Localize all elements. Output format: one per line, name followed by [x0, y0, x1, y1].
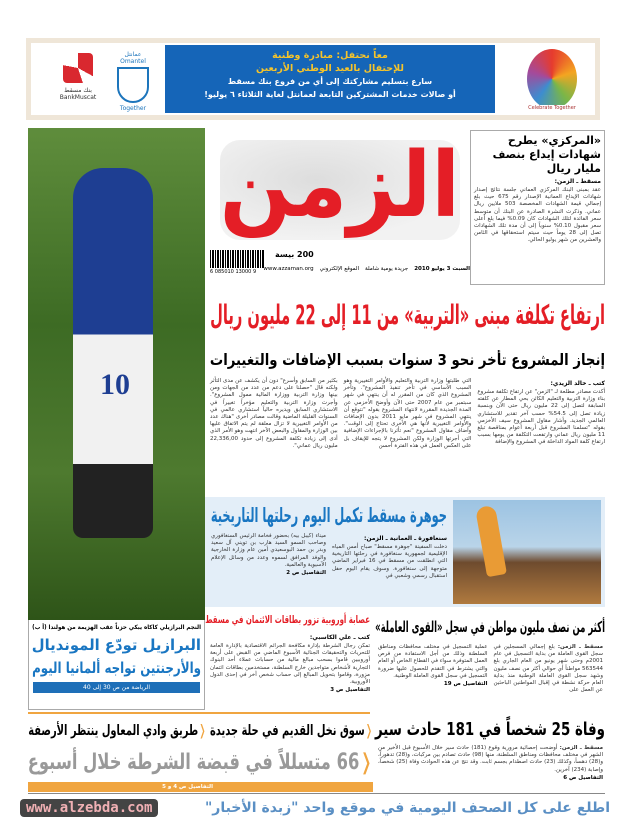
orange-divider [28, 712, 370, 714]
price: 200 بيسة [275, 250, 314, 259]
chevron-icon: ❬ [359, 750, 373, 775]
barcode [210, 250, 265, 268]
headline-wadi-maawil[interactable]: طريق وادي المعاول ينتظر الأرصفة [28, 723, 199, 739]
jersey-number: 10 [100, 368, 130, 401]
article-column: بكثير من السابق وأسرع" دون أن يكشف عن مدى التأثر ولكنه قال "حصلنا على دعم من عدد من الجهات ومن بينها وزارة التربية ووزارة المالية ممول المشروع". وأجرت وزارة التربية والتعليم مؤخراً تغييراً في الاستشاري السابق ويديره حالياً استشاري عالمي في السنوات القليلة الماضية وقالت مصادر أخرى "هناك عدد من الأوامر التغييرية لا تزال معلقة لم يتم الاتفاق عليها بين الوزارة والمقاول والبعض الآخر انتهت وهو الأمر الذي أدى إلى زيادة تكلفة المشروع إلى حدود 22,336,00 مليون ريال عماني". [209, 378, 338, 449]
sports-pages-bar: الرياضة من ص 30 إلى 40 [33, 682, 200, 693]
jewel-headline[interactable]: جوهرة مسقط تكمل اليوم رحلتها التاريخية [210, 503, 447, 527]
article-column: التي طلبتها وزارة التربية والتعليم والأوامر التغييرية وهو السبب الأساسي في تأخر تنفيذ المشروع". وتأخر المشروع الذي كان من المقرر له أن ينتهي في شهر سبتمبر من عام 2007 حتى الآن وأوضح الأخزمي عن المدة الجديدة المقررة لانتهاء المشروع بقوله "نتوقع أن ينتهي المشروع في شهر مايو 2011 بدون الإضافات والأوامر التغييرية لأنها هي الأخرى تحتاج إلى الوقت". وأضاف مقاول المشروع "نعم تأثرنا بالإجراءات الإضافية التي أجرتها الوزارة ولكن المشروع لا يتجه للإيقاف بل على العكس العمل في هذه الفترة أحسن [343, 378, 472, 449]
labor-article [378, 644, 603, 694]
details-ref: التفاصيل ص 6 [563, 774, 603, 781]
headline-nakhal-souq[interactable]: سوق نخل القديم في حلة جديدة [209, 723, 365, 739]
omantel-tag: Together [119, 105, 147, 112]
sports-headline-2[interactable]: والأرجنتين تواجه ألمانيا اليوم [32, 659, 201, 677]
chevron-icon: ❬ [198, 723, 207, 739]
details-bar: التفاصيل ص 4 و 5 [28, 782, 373, 792]
tagline: جريدة يومية شاملة [365, 266, 409, 272]
site-label: الموقع الإلكتروني [319, 266, 360, 272]
ad-line-3: سارع بتسليم مشاركتك إلى أي من فروع بنك مسقط [227, 77, 433, 86]
dateline [263, 266, 470, 273]
byline: كتب ـ خالد الزيدي: [550, 380, 605, 387]
lead-headline[interactable]: ارتفاع تكلفة مبنى «التربية» من 11 إلى 22 مليون ريال [210, 300, 605, 331]
footer-divider [28, 793, 605, 794]
sports-story[interactable] [28, 620, 205, 710]
article-body: أوضحت إحصائية مرورية وقوع (181) حادث سير خلال الأسبوع قبل الأخير من الشهر في مختلف محافظات ومناطق السلطنة، منها (98) حادث تصادم بين مركبات، و(28) تدهوراً، و(28) دهساً، وكذلك (23) حادث اصطدام بجسم ثابت. وقد نتج عن هذه الحوادث وفاة (25) شخصاً، وإصابة (234) آخرين. [378, 745, 603, 773]
omantel-logo [111, 51, 155, 112]
ad-message [165, 45, 495, 113]
lead-article [210, 378, 605, 494]
article-column: ميناء (كيبل بيه) بحضور فخامة الرئيس السنغافوري وصاحب السمو السيد هارب بن تويني آل سعيد وبدر بن حمد البوسعيدي أمين عام وزارة الخارجية والوفد المرافق لسموه وعدد من وسائل الإعلام الآسيوية والعالمية. [211, 533, 326, 568]
article-column: دخلت السفينة "جوهرة مسقط" صباح أمس المياه الإقليمية لجمهورية سنغافورة في رحلتها التاريخية التي انطلقت من مسقط في 16 فبراير الماضي متوجهة إلى سنغافورة. وسوف يقام اليوم حفل استقبال رسمي وشعبي في [332, 544, 448, 579]
details-ref: التفاصيل ص 2 [286, 570, 326, 577]
ad-banner[interactable] [26, 38, 600, 120]
omantel-label: عمانتل Omantel [120, 51, 146, 65]
byline: مسقط ـ الزمن: [559, 745, 604, 751]
banner-url[interactable]: www.alzebda.com [20, 799, 158, 817]
newspaper-logo: الزمن [219, 133, 460, 238]
bottom-left-headlines [28, 716, 373, 792]
accidents-article [378, 745, 603, 782]
ship-bow [475, 505, 507, 577]
issue-date: السبت 3 يوليو 2010 [414, 266, 470, 272]
gang-article [210, 632, 370, 694]
article-body: عقد بمبنى البنك المركزي العماني جلسة نتائج إصدار شهادات الإيداع العمانية الإصدار رقم 675 حيث بلغ إجمالي قيمة الشهادات المخصصة 503 ملايين ريال عماني. وذكرت النشرة الصادرة عن البنك أن متوسط سعر الفائدة لتلك الشهادات كان 0.09% فيما بلغ أعلى سعر مقبول 0.10% سنوياً إلى أن مدة تلك الشهادات تصل إلى 28 يوماً حيث سيتم استحقاقها في الثامن والعشرين من شهر يوليو الحالي. [474, 187, 601, 244]
ad-line-2: للإحتفال بالعيد الوطني الأربعين [256, 63, 404, 74]
details-ref: التفاصيل ص 19 [443, 681, 488, 688]
barcode-number: 6 085010 13000 9 [210, 269, 257, 275]
details-ref: التفاصيل ص 3 [330, 687, 370, 694]
footer-banner[interactable] [20, 797, 610, 819]
gang-headline[interactable]: عصابة أوروبية تزور بطاقات الائتمان في مسقط [205, 614, 370, 626]
player-figure [73, 168, 153, 538]
article-body: تمكن رجال الشرطة بإدارة مكافحة الجرائم الاقتصادية بالإدارة العامة للتحريات والتحقيقات الجنائية الأسبوع الماضي من القبض على أربعة أوروبيين قاموا بسحب مبالغ مالية من حسابات عملاء أحد البنوك التجارية لأشخاص متواجدين خارج السلطنة، مستخدمين بطاقات ائتمان مزورة، وقاموا بتحويل المبالغ إلى حساب شخص آخر في إحدى الدول الأوروبية. [210, 643, 370, 686]
article-column: عملية التسجيل في مختلف محافظات ومناطق السلطنة وذلك من أجل الاستفادة من فرص العمل المتوفرة سواء في القطاع الخاص أو العام والتي يشترط في التقدم للحصول عليها ضرورة التسجيل في سجل القوى العاملة الوطنية. [378, 644, 488, 679]
byline: كتب ـ علي الكاسبي: [309, 634, 370, 641]
site-url[interactable]: www.azzaman.org [263, 266, 314, 272]
accidents-headline[interactable]: وفاة 25 شخصاً في 181 حادث سير [374, 719, 605, 740]
banner-text: اطلع على كل الصحف اليومية في موقع واحد "زبدة الأخبار" [204, 800, 610, 816]
bank-muscat-logo [53, 53, 103, 101]
headline-infiltrators[interactable]: 66 متسللاً في قبضة الشرطة خلال أسبوع [27, 750, 360, 775]
article-column: بلغ إجمالي المسجلين في سجل القوى العاملة من بداية التسجيل في عام 2001م وحتى شهر يونيو من العام الجاري بلغ 563544 مواطناً أي حوالي أكثر من نصف مليون وشهد سجل القوى العاملة الوطنية منذ بداية العام حركة نشطة في إقبال المواطنين الباحثين عن العمل على [493, 644, 603, 694]
masthead [210, 130, 470, 285]
central-bank-headline[interactable]: «المركزي» يطرح شهادات إيداع بنصف مليار ريال [492, 134, 601, 175]
byline: سنغافورة ـ العمانية ـ الزمن: [363, 535, 447, 542]
chevron-icon: ❬ [364, 723, 373, 739]
byline: مسقط ـ الزمن: [554, 178, 601, 185]
jewel-of-muscat-story[interactable] [205, 497, 605, 607]
sports-headline-1[interactable]: البرازيل تودّع المونديال [31, 636, 202, 654]
byline: مسقط ـ الزمن: [557, 644, 603, 650]
bank-muscat-label: بنك مسقط BankMuscat [59, 87, 97, 101]
brazil-player-photo [28, 128, 205, 620]
article-column: أكدت مصادر مطلعة لـ "الزمن" عن ارتفاع تكلفة مشروع بناء وزارة التربية والتعليم الكائن بحي المطار عن كلفته السابقة لتصل إلى 22 مليون ريال حتى الآن وبنسبة زيادة تصل إلى 54.5% حسب آخر تقدير للاستشاري العالمي الجديد. وأشار مقاول المشروع سيف الأخزمي بقوله "تسلمنا المشروع قبل أربعة أعوام بمناقصة تبلغ 11 مليون ريال عماني وارتفعت التكلفة من يومها بسبب ارتفاع كلفة المواد الداخلة في المشروع والإضافة [477, 389, 605, 446]
labor-headline[interactable]: أكثر من نصف مليون مواطن في سجل «القوى العاملة» [375, 618, 605, 636]
swirl-tag: Celebrate Together [528, 105, 576, 111]
ad-line-1: معاً نحتفل: مبادرة وطنية [272, 50, 388, 61]
ship-photo [453, 500, 601, 604]
lead-subhead: إنجاز المشروع تأخر نحو 3 سنوات بسبب الإضافات والتغييرات [209, 351, 605, 369]
central-bank-story[interactable] [470, 130, 605, 285]
ad-line-4: أو صالات خدمات المشتركين التابعة لعمانتل لغاية الثلاثاء ٦ يوليو! [204, 90, 456, 99]
celebrate-swirl-logo [527, 49, 577, 109]
photo-caption: النجم البرازيلي كاكاه يبكي حزناً عقب الهزيمة من هولندا (أ ب) [32, 624, 201, 631]
